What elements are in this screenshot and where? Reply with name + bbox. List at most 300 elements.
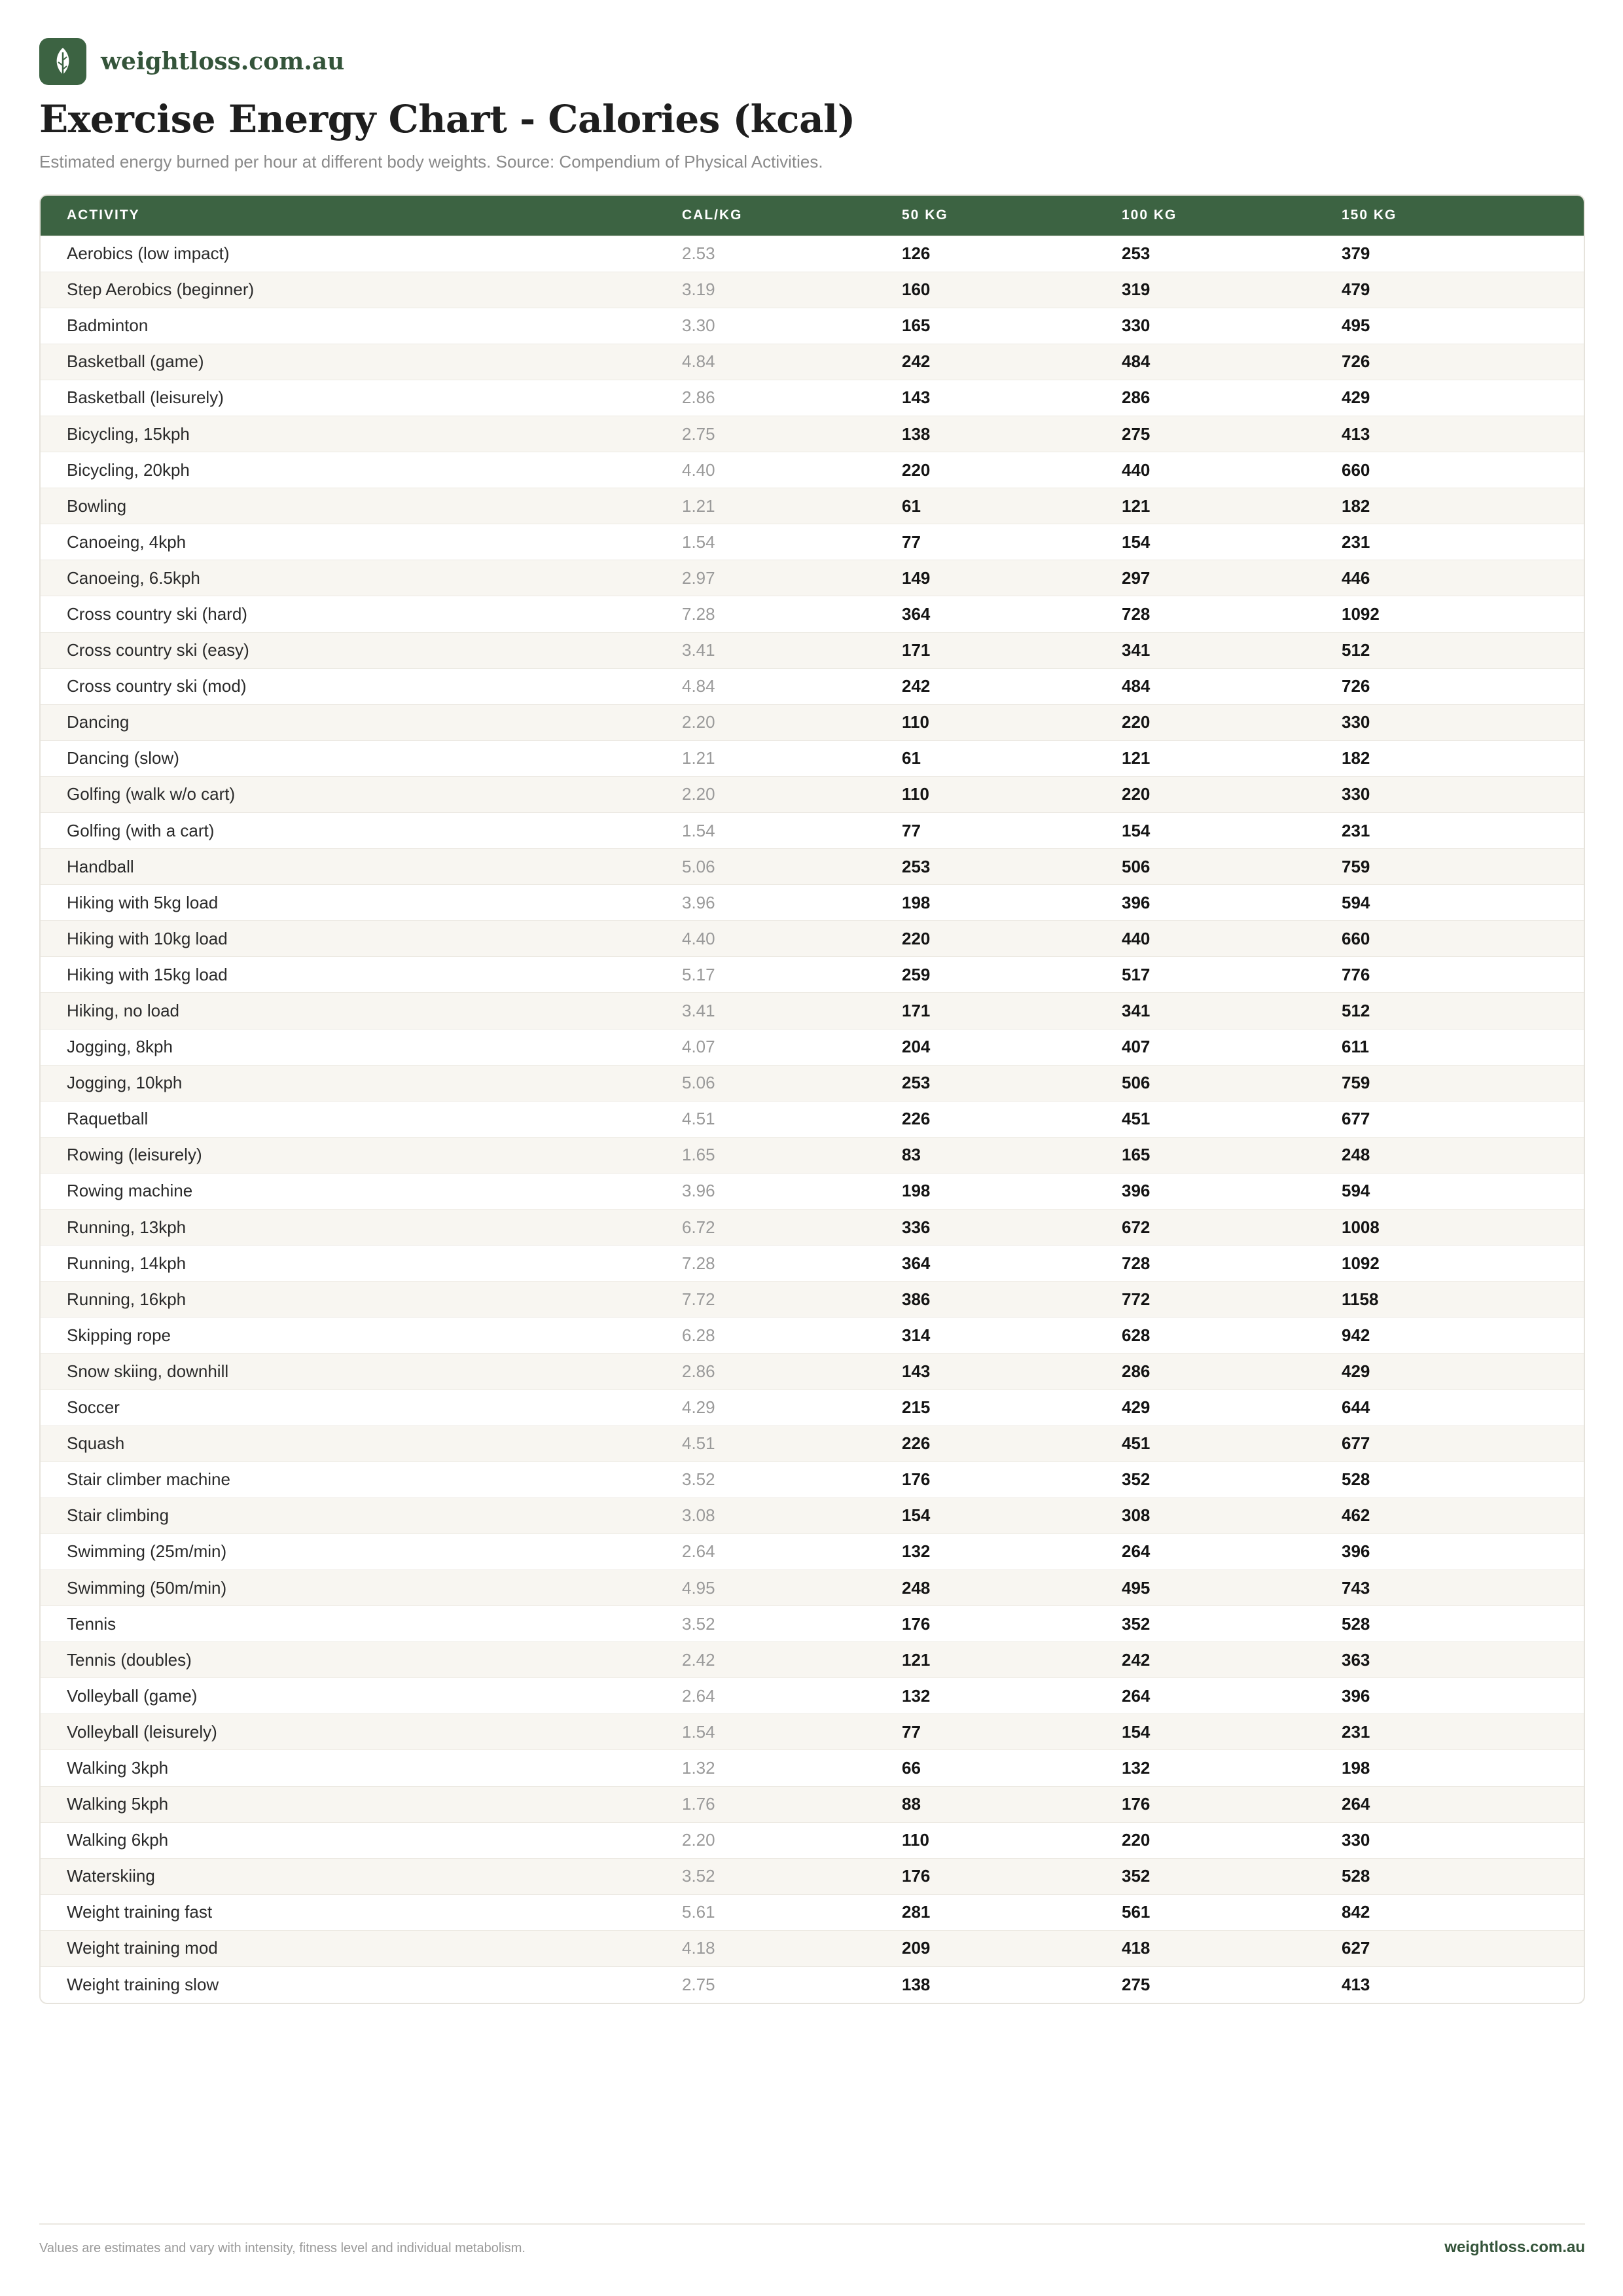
cell-activity: Rowing (leisurely) xyxy=(41,1137,656,1173)
table-row xyxy=(41,1642,1584,1678)
cell-cal-per-kg: 1.65 xyxy=(656,1137,876,1173)
table-row xyxy=(41,668,1584,704)
cell-cal-per-kg: 2.64 xyxy=(656,1534,876,1570)
table-row xyxy=(41,488,1584,524)
cell-cal-per-kg: 2.64 xyxy=(656,1678,876,1714)
table-row xyxy=(41,1750,1584,1786)
cell-cal-per-kg: 1.32 xyxy=(656,1750,876,1786)
cell-activity: Cross country ski (mod) xyxy=(41,668,656,704)
cell-50kg: 77 xyxy=(876,813,1096,849)
cell-150kg: 660 xyxy=(1315,452,1584,488)
cell-activity: Running, 14kph xyxy=(41,1246,656,1282)
page-subtitle: Estimated energy burned per hour at different body weights. Source: Compendium of Physical Activities. xyxy=(39,152,823,171)
table-row xyxy=(41,632,1584,668)
cell-100kg: 495 xyxy=(1096,1570,1315,1605)
cell-100kg: 286 xyxy=(1096,380,1315,416)
cell-cal-per-kg: 5.06 xyxy=(656,849,876,885)
table-row xyxy=(41,380,1584,416)
cell-150kg: 462 xyxy=(1315,1498,1584,1534)
cell-cal-per-kg: 4.07 xyxy=(656,1029,876,1065)
cell-activity: Hiking with 15kg load xyxy=(41,957,656,993)
cell-activity: Basketball (game) xyxy=(41,344,656,380)
cell-150kg: 446 xyxy=(1315,560,1584,596)
cell-50kg: 242 xyxy=(876,668,1096,704)
cell-cal-per-kg: 3.41 xyxy=(656,993,876,1029)
cell-cal-per-kg: 7.28 xyxy=(656,596,876,632)
table-row xyxy=(41,1822,1584,1858)
cell-100kg: 628 xyxy=(1096,1318,1315,1354)
cell-150kg: 677 xyxy=(1315,1426,1584,1462)
cell-cal-per-kg: 3.30 xyxy=(656,308,876,344)
cell-cal-per-kg: 2.86 xyxy=(656,380,876,416)
cell-cal-per-kg: 3.52 xyxy=(656,1606,876,1642)
table-header-row xyxy=(41,196,1584,236)
footer-site-link[interactable]: weightloss.com.au xyxy=(1444,2238,1585,2256)
table-row xyxy=(41,1534,1584,1570)
cell-100kg: 341 xyxy=(1096,993,1315,1029)
cell-100kg: 484 xyxy=(1096,344,1315,380)
cell-activity: Cross country ski (hard) xyxy=(41,596,656,632)
cell-50kg: 143 xyxy=(876,380,1096,416)
cell-100kg: 154 xyxy=(1096,813,1315,849)
cell-150kg: 528 xyxy=(1315,1606,1584,1642)
table-row xyxy=(41,1390,1584,1426)
cell-activity: Badminton xyxy=(41,308,656,344)
cell-50kg: 160 xyxy=(876,272,1096,308)
cell-cal-per-kg: 3.52 xyxy=(656,1462,876,1498)
cell-100kg: 165 xyxy=(1096,1137,1315,1173)
cell-activity: Bicycling, 15kph xyxy=(41,416,656,452)
page-title: Exercise Energy Chart - Calories (kcal) xyxy=(39,97,855,141)
cell-150kg: 231 xyxy=(1315,813,1584,849)
cell-50kg: 138 xyxy=(876,1967,1096,2003)
cell-100kg: 121 xyxy=(1096,740,1315,776)
cell-50kg: 220 xyxy=(876,921,1096,957)
cell-cal-per-kg: 3.41 xyxy=(656,632,876,668)
table-row xyxy=(41,1065,1584,1101)
table-row xyxy=(41,1930,1584,1966)
table-row xyxy=(41,776,1584,812)
cell-100kg: 308 xyxy=(1096,1498,1315,1534)
cell-50kg: 314 xyxy=(876,1318,1096,1354)
cell-150kg: 942 xyxy=(1315,1318,1584,1354)
cell-activity: Swimming (25m/min) xyxy=(41,1534,656,1570)
cell-100kg: 154 xyxy=(1096,1714,1315,1750)
cell-100kg: 121 xyxy=(1096,488,1315,524)
cell-50kg: 204 xyxy=(876,1029,1096,1065)
cell-150kg: 330 xyxy=(1315,776,1584,812)
cell-50kg: 198 xyxy=(876,1173,1096,1209)
table-row xyxy=(41,1282,1584,1318)
cell-50kg: 132 xyxy=(876,1534,1096,1570)
cell-cal-per-kg: 3.96 xyxy=(656,1173,876,1209)
cell-100kg: 242 xyxy=(1096,1642,1315,1678)
cell-activity: Hiking with 10kg load xyxy=(41,921,656,957)
table-row xyxy=(41,813,1584,849)
table-row xyxy=(41,236,1584,272)
cell-50kg: 126 xyxy=(876,236,1096,272)
cell-150kg: 1158 xyxy=(1315,1282,1584,1318)
table-row xyxy=(41,1714,1584,1750)
cell-activity: Hiking, no load xyxy=(41,993,656,1029)
cell-cal-per-kg: 1.54 xyxy=(656,1714,876,1750)
cell-150kg: 248 xyxy=(1315,1137,1584,1173)
cell-activity: Tennis xyxy=(41,1606,656,1642)
cell-activity: Stair climber machine xyxy=(41,1462,656,1498)
cell-100kg: 451 xyxy=(1096,1426,1315,1462)
cell-100kg: 352 xyxy=(1096,1462,1315,1498)
cell-150kg: 842 xyxy=(1315,1894,1584,1930)
cell-150kg: 231 xyxy=(1315,1714,1584,1750)
cell-activity: Canoeing, 6.5kph xyxy=(41,560,656,596)
cell-100kg: 319 xyxy=(1096,272,1315,308)
cell-activity: Hiking with 5kg load xyxy=(41,885,656,921)
cell-cal-per-kg: 2.53 xyxy=(656,236,876,272)
cell-cal-per-kg: 2.42 xyxy=(656,1642,876,1678)
cell-cal-per-kg: 3.96 xyxy=(656,885,876,921)
table-row xyxy=(41,1678,1584,1714)
cell-100kg: 154 xyxy=(1096,524,1315,560)
cell-activity: Bicycling, 20kph xyxy=(41,452,656,488)
cell-cal-per-kg: 3.52 xyxy=(656,1858,876,1894)
cell-150kg: 776 xyxy=(1315,957,1584,993)
cell-cal-per-kg: 1.54 xyxy=(656,524,876,560)
cell-50kg: 66 xyxy=(876,1750,1096,1786)
cell-50kg: 259 xyxy=(876,957,1096,993)
cell-cal-per-kg: 4.40 xyxy=(656,921,876,957)
cell-activity: Tennis (doubles) xyxy=(41,1642,656,1678)
cell-100kg: 561 xyxy=(1096,1894,1315,1930)
cell-100kg: 253 xyxy=(1096,236,1315,272)
cell-150kg: 231 xyxy=(1315,524,1584,560)
cell-50kg: 176 xyxy=(876,1858,1096,1894)
cell-cal-per-kg: 4.95 xyxy=(656,1570,876,1605)
cell-100kg: 176 xyxy=(1096,1786,1315,1822)
cell-cal-per-kg: 4.40 xyxy=(656,452,876,488)
cell-100kg: 264 xyxy=(1096,1678,1315,1714)
cell-cal-per-kg: 2.75 xyxy=(656,416,876,452)
table-row xyxy=(41,560,1584,596)
cell-cal-per-kg: 4.84 xyxy=(656,668,876,704)
cell-50kg: 88 xyxy=(876,1786,1096,1822)
cell-activity: Rowing machine xyxy=(41,1173,656,1209)
table-row xyxy=(41,1570,1584,1605)
table-row xyxy=(41,416,1584,452)
cell-50kg: 171 xyxy=(876,993,1096,1029)
table-row xyxy=(41,596,1584,632)
cell-activity: Snow skiing, downhill xyxy=(41,1354,656,1390)
cell-150kg: 182 xyxy=(1315,488,1584,524)
cell-activity: Dancing xyxy=(41,704,656,740)
cell-50kg: 226 xyxy=(876,1101,1096,1137)
cell-activity: Walking 3kph xyxy=(41,1750,656,1786)
cell-cal-per-kg: 4.18 xyxy=(656,1930,876,1966)
cell-cal-per-kg: 5.06 xyxy=(656,1065,876,1101)
cell-150kg: 429 xyxy=(1315,1354,1584,1390)
cell-150kg: 726 xyxy=(1315,344,1584,380)
cell-100kg: 330 xyxy=(1096,308,1315,344)
cell-activity: Stair climbing xyxy=(41,1498,656,1534)
cell-100kg: 220 xyxy=(1096,704,1315,740)
cell-150kg: 677 xyxy=(1315,1101,1584,1137)
cell-100kg: 506 xyxy=(1096,1065,1315,1101)
cell-cal-per-kg: 1.76 xyxy=(656,1786,876,1822)
table-row xyxy=(41,921,1584,957)
cell-cal-per-kg: 3.19 xyxy=(656,272,876,308)
cell-cal-per-kg: 6.72 xyxy=(656,1210,876,1246)
table-row xyxy=(41,1967,1584,2003)
cell-100kg: 517 xyxy=(1096,957,1315,993)
column-header-cal-per-kg: CAL/KG xyxy=(682,207,743,223)
table-row xyxy=(41,1137,1584,1173)
cell-activity: Weight training fast xyxy=(41,1894,656,1930)
cell-activity: Volleyball (leisurely) xyxy=(41,1714,656,1750)
cell-activity: Waterskiing xyxy=(41,1858,656,1894)
cell-activity: Swimming (50m/min) xyxy=(41,1570,656,1605)
cell-activity: Bowling xyxy=(41,488,656,524)
table-row xyxy=(41,740,1584,776)
cell-100kg: 418 xyxy=(1096,1930,1315,1966)
cell-150kg: 396 xyxy=(1315,1678,1584,1714)
cell-100kg: 440 xyxy=(1096,452,1315,488)
table-row xyxy=(41,1029,1584,1065)
cell-activity: Cross country ski (easy) xyxy=(41,632,656,668)
cell-cal-per-kg: 4.51 xyxy=(656,1101,876,1137)
cell-activity: Basketball (leisurely) xyxy=(41,380,656,416)
cell-cal-per-kg: 2.20 xyxy=(656,776,876,812)
cell-150kg: 182 xyxy=(1315,740,1584,776)
cell-100kg: 341 xyxy=(1096,632,1315,668)
column-header-activity: ACTIVITY xyxy=(67,207,140,223)
cell-100kg: 672 xyxy=(1096,1210,1315,1246)
cell-100kg: 275 xyxy=(1096,1967,1315,2003)
column-header-50kg: 50 KG xyxy=(902,207,948,223)
cell-cal-per-kg: 2.20 xyxy=(656,704,876,740)
cell-150kg: 611 xyxy=(1315,1029,1584,1065)
table-row xyxy=(41,1786,1584,1822)
cell-100kg: 132 xyxy=(1096,1750,1315,1786)
cell-activity: Running, 13kph xyxy=(41,1210,656,1246)
cell-150kg: 495 xyxy=(1315,308,1584,344)
cell-activity: Golfing (with a cart) xyxy=(41,813,656,849)
cell-50kg: 149 xyxy=(876,560,1096,596)
table-row xyxy=(41,704,1584,740)
cell-50kg: 226 xyxy=(876,1426,1096,1462)
cell-activity: Skipping rope xyxy=(41,1318,656,1354)
cell-50kg: 154 xyxy=(876,1498,1096,1534)
cell-50kg: 242 xyxy=(876,344,1096,380)
column-header-100kg: 100 KG xyxy=(1122,207,1177,223)
table-header xyxy=(41,196,1584,236)
table-body xyxy=(41,236,1584,2003)
cell-activity: Volleyball (game) xyxy=(41,1678,656,1714)
cell-150kg: 726 xyxy=(1315,668,1584,704)
cell-100kg: 728 xyxy=(1096,596,1315,632)
cell-100kg: 297 xyxy=(1096,560,1315,596)
cell-150kg: 660 xyxy=(1315,921,1584,957)
cell-50kg: 209 xyxy=(876,1930,1096,1966)
table-row xyxy=(41,1426,1584,1462)
table-row xyxy=(41,1858,1584,1894)
cell-50kg: 253 xyxy=(876,849,1096,885)
cell-50kg: 364 xyxy=(876,596,1096,632)
cell-cal-per-kg: 4.29 xyxy=(656,1390,876,1426)
cell-100kg: 429 xyxy=(1096,1390,1315,1426)
table-row xyxy=(41,1210,1584,1246)
table-row xyxy=(41,957,1584,993)
table-row xyxy=(41,993,1584,1029)
table-row xyxy=(41,1354,1584,1390)
cell-150kg: 644 xyxy=(1315,1390,1584,1426)
cell-150kg: 379 xyxy=(1315,236,1584,272)
cell-activity: Raquetball xyxy=(41,1101,656,1137)
cell-cal-per-kg: 4.84 xyxy=(656,344,876,380)
cell-activity: Jogging, 10kph xyxy=(41,1065,656,1101)
cell-activity: Walking 5kph xyxy=(41,1786,656,1822)
cell-50kg: 220 xyxy=(876,452,1096,488)
cell-activity: Handball xyxy=(41,849,656,885)
table-row xyxy=(41,885,1584,921)
cell-50kg: 165 xyxy=(876,308,1096,344)
cell-150kg: 429 xyxy=(1315,380,1584,416)
cell-150kg: 264 xyxy=(1315,1786,1584,1822)
cell-50kg: 248 xyxy=(876,1570,1096,1605)
cell-50kg: 77 xyxy=(876,524,1096,560)
cell-50kg: 143 xyxy=(876,1354,1096,1390)
cell-100kg: 352 xyxy=(1096,1606,1315,1642)
cell-cal-per-kg: 5.17 xyxy=(656,957,876,993)
cell-activity: Soccer xyxy=(41,1390,656,1426)
table-row xyxy=(41,1246,1584,1282)
cell-150kg: 396 xyxy=(1315,1534,1584,1570)
cell-cal-per-kg: 7.72 xyxy=(656,1282,876,1318)
cell-100kg: 396 xyxy=(1096,885,1315,921)
cell-activity: Weight training mod xyxy=(41,1930,656,1966)
cell-activity: Weight training slow xyxy=(41,1967,656,2003)
table-row xyxy=(41,1318,1584,1354)
column-header-150kg: 150 KG xyxy=(1342,207,1397,223)
cell-cal-per-kg: 3.08 xyxy=(656,1498,876,1534)
cell-cal-per-kg: 7.28 xyxy=(656,1246,876,1282)
cell-activity: Aerobics (low impact) xyxy=(41,236,656,272)
cell-100kg: 407 xyxy=(1096,1029,1315,1065)
cell-50kg: 386 xyxy=(876,1282,1096,1318)
cell-50kg: 132 xyxy=(876,1678,1096,1714)
cell-50kg: 176 xyxy=(876,1462,1096,1498)
cell-activity: Walking 6kph xyxy=(41,1822,656,1858)
cell-150kg: 363 xyxy=(1315,1642,1584,1678)
cell-50kg: 336 xyxy=(876,1210,1096,1246)
cell-100kg: 264 xyxy=(1096,1534,1315,1570)
cell-150kg: 512 xyxy=(1315,993,1584,1029)
cell-activity: Step Aerobics (beginner) xyxy=(41,272,656,308)
brand xyxy=(39,38,344,85)
table-row xyxy=(41,1173,1584,1209)
cell-50kg: 253 xyxy=(876,1065,1096,1101)
cell-150kg: 479 xyxy=(1315,272,1584,308)
cell-50kg: 171 xyxy=(876,632,1096,668)
cell-50kg: 83 xyxy=(876,1137,1096,1173)
cell-150kg: 743 xyxy=(1315,1570,1584,1605)
table-row xyxy=(41,272,1584,308)
cell-150kg: 1092 xyxy=(1315,1246,1584,1282)
cell-50kg: 176 xyxy=(876,1606,1096,1642)
cell-150kg: 528 xyxy=(1315,1462,1584,1498)
table-row xyxy=(41,344,1584,380)
cell-activity: Canoeing, 4kph xyxy=(41,524,656,560)
cell-150kg: 1008 xyxy=(1315,1210,1584,1246)
cell-cal-per-kg: 2.75 xyxy=(656,1967,876,2003)
cell-cal-per-kg: 6.28 xyxy=(656,1318,876,1354)
cell-50kg: 77 xyxy=(876,1714,1096,1750)
cell-cal-per-kg: 4.51 xyxy=(656,1426,876,1462)
cell-150kg: 627 xyxy=(1315,1930,1584,1966)
table-row xyxy=(41,1498,1584,1534)
cell-150kg: 198 xyxy=(1315,1750,1584,1786)
cell-cal-per-kg: 2.97 xyxy=(656,560,876,596)
cell-100kg: 484 xyxy=(1096,668,1315,704)
table-row xyxy=(41,1606,1584,1642)
cell-50kg: 281 xyxy=(876,1894,1096,1930)
cell-50kg: 138 xyxy=(876,416,1096,452)
cell-100kg: 728 xyxy=(1096,1246,1315,1282)
footer-divider xyxy=(39,2223,1585,2225)
cell-150kg: 413 xyxy=(1315,1967,1584,2003)
cell-50kg: 110 xyxy=(876,776,1096,812)
cell-150kg: 512 xyxy=(1315,632,1584,668)
table-row xyxy=(41,1894,1584,1930)
cell-cal-per-kg: 1.21 xyxy=(656,488,876,524)
cell-50kg: 215 xyxy=(876,1390,1096,1426)
cell-150kg: 330 xyxy=(1315,1822,1584,1858)
cell-150kg: 759 xyxy=(1315,849,1584,885)
cell-150kg: 1092 xyxy=(1315,596,1584,632)
footer-note: Values are estimates and vary with intensity, fitness level and individual metabolism. xyxy=(39,2241,526,2255)
cell-100kg: 772 xyxy=(1096,1282,1315,1318)
cell-cal-per-kg: 5.61 xyxy=(656,1894,876,1930)
cell-activity: Squash xyxy=(41,1426,656,1462)
cell-50kg: 110 xyxy=(876,1822,1096,1858)
cell-activity: Running, 16kph xyxy=(41,1282,656,1318)
cell-150kg: 413 xyxy=(1315,416,1584,452)
cell-cal-per-kg: 2.20 xyxy=(656,1822,876,1858)
cell-50kg: 61 xyxy=(876,740,1096,776)
cell-150kg: 594 xyxy=(1315,1173,1584,1209)
table-row xyxy=(41,452,1584,488)
cell-cal-per-kg: 1.54 xyxy=(656,813,876,849)
cell-100kg: 220 xyxy=(1096,776,1315,812)
cell-100kg: 440 xyxy=(1096,921,1315,957)
cell-150kg: 759 xyxy=(1315,1065,1584,1101)
cell-100kg: 220 xyxy=(1096,1822,1315,1858)
cell-cal-per-kg: 2.86 xyxy=(656,1354,876,1390)
cell-activity: Golfing (walk w/o cart) xyxy=(41,776,656,812)
cell-100kg: 451 xyxy=(1096,1101,1315,1137)
cell-100kg: 275 xyxy=(1096,416,1315,452)
cell-50kg: 110 xyxy=(876,704,1096,740)
cell-50kg: 121 xyxy=(876,1642,1096,1678)
table-row xyxy=(41,524,1584,560)
table-row xyxy=(41,1462,1584,1498)
cell-activity: Jogging, 8kph xyxy=(41,1029,656,1065)
cell-50kg: 61 xyxy=(876,488,1096,524)
cell-50kg: 198 xyxy=(876,885,1096,921)
cell-100kg: 352 xyxy=(1096,1858,1315,1894)
cell-100kg: 286 xyxy=(1096,1354,1315,1390)
cell-150kg: 528 xyxy=(1315,1858,1584,1894)
brand-name[interactable]: weightloss.com.au xyxy=(101,48,345,75)
cell-100kg: 506 xyxy=(1096,849,1315,885)
